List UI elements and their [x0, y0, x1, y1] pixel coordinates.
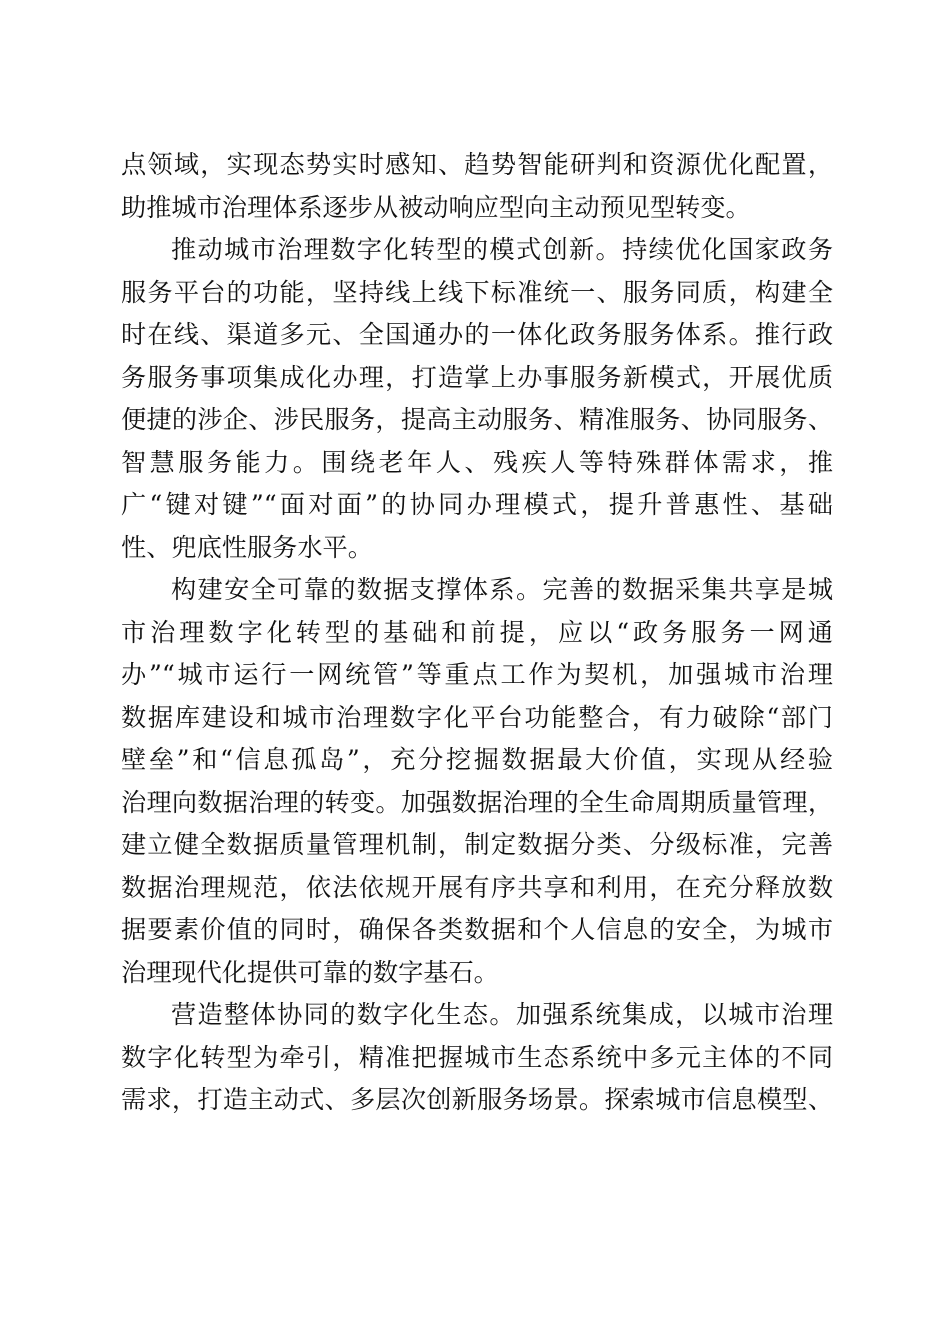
text-line: 治理向数据治理的转变。加强数据治理的全生命周期质量管理， [121, 787, 833, 817]
text-line: 性、兜底性服务水平。 [121, 532, 373, 562]
paragraph-2 [121, 229, 833, 569]
text-line: 据要素价值的同时，确保各类数据和个人信息的安全，为城市 [121, 915, 833, 944]
text-line: 数据治理规范，依法依规开展有序共享和利用，在充分释放数 [121, 872, 833, 902]
text-line: 便捷的涉企、涉民服务，提高主动服务、精准服务、协同服务、 [121, 405, 833, 434]
text-line: 点领域，实现态势实时感知、趋势智能研判和资源优化配置， [121, 150, 833, 179]
text-line: 壁垒”和“信息孤岛”，充分挖掘数据最大价值，实现从经验 [121, 745, 833, 774]
text-line: 营造整体协同的数字化生态。加强系统集成，以城市治理 [171, 1000, 833, 1029]
text-line: 服务平台的功能，坚持线上线下标准统一、服务同质，构建全 [121, 277, 833, 307]
text-line: 推动城市治理数字化转型的模式创新。持续优化国家政务 [171, 235, 833, 264]
text-line: 治理现代化提供可靠的数字基石。 [121, 957, 499, 987]
text-line: 广“键对键”“面对面”的协同办理模式，提升普惠性、基础 [121, 490, 833, 519]
text-line: 数据库建设和城市治理数字化平台功能整合，有力破除“部门 [121, 702, 833, 732]
paragraph-4 [121, 994, 833, 1122]
text-line: 建立健全数据质量管理机制，制定数据分类、分级标准，完善 [121, 830, 833, 859]
text-line: 数字化转型为牵引，精准把握城市生态系统中多元主体的不同 [121, 1042, 833, 1072]
text-line: 市治理数字化转型的基础和前提，应以“政务服务一网通 [121, 617, 833, 647]
paragraph-3 [121, 569, 833, 994]
text-line: 时在线、渠道多元、全国通办的一体化政务服务体系。推行政 [121, 320, 833, 349]
text-line: 智慧服务能力。围绕老年人、残疾人等特殊群体需求，推 [121, 447, 833, 477]
text-line: 务服务事项集成化办理，打造掌上办事服务新模式，开展优质 [121, 362, 833, 392]
text-line: 办”“城市运行一网统管”等重点工作为契机，加强城市治理 [121, 660, 833, 689]
text-line: 助推城市治理体系逐步从被动响应型向主动预见型转变。 [121, 192, 751, 222]
text-line: 构建安全可靠的数据支撑体系。完善的数据采集共享是城 [171, 575, 833, 604]
document-body [121, 144, 833, 1122]
paragraph-1 [121, 144, 833, 229]
text-line: 需求，打造主动式、多层次创新服务场景。探索城市信息模型、 [121, 1085, 833, 1114]
